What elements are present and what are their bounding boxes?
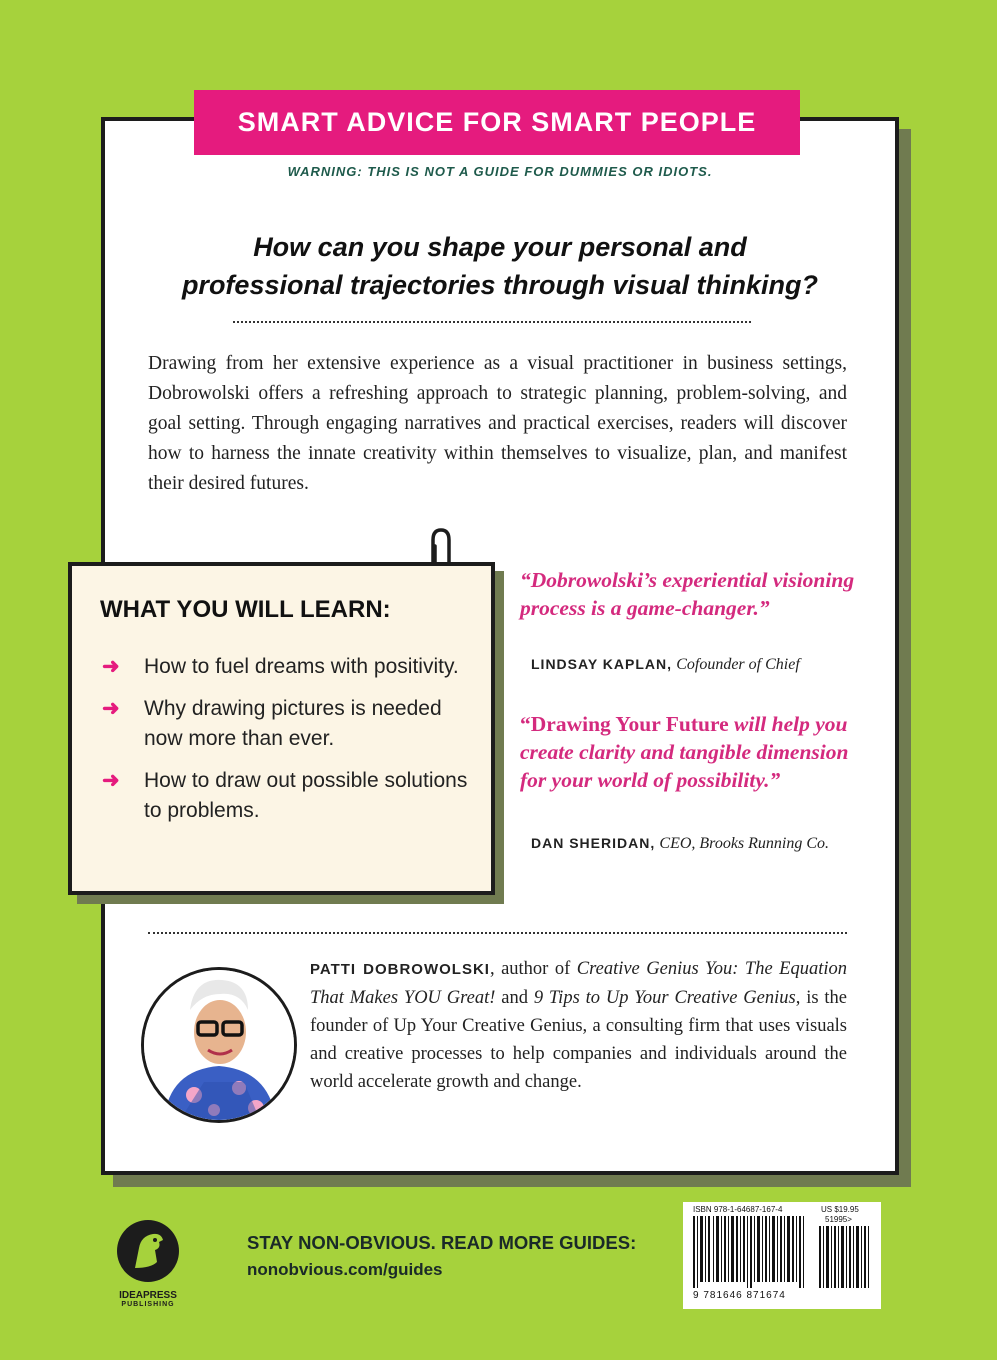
publisher-logo [115, 1218, 181, 1308]
testimonial-quote-1: “Dobrowolski’s experiential visioning process is a game-changer.” [520, 568, 855, 620]
learn-box [68, 562, 495, 895]
testimonial-attribution-1 [531, 652, 861, 677]
website-link[interactable]: nonobvious.com/guides [247, 1260, 443, 1279]
addon-text: 51995> [825, 1215, 852, 1224]
testimonial-quote-2 [520, 710, 860, 794]
dotted-divider-top [233, 321, 751, 323]
headline-question [150, 228, 850, 304]
arrow-right-icon: ➜ [102, 697, 120, 720]
testimonial-attribution-2 [531, 831, 831, 856]
learn-title: WHAT YOU WILL LEARN: [100, 596, 391, 623]
testimonial-book-title: “Drawing Your Future [520, 712, 729, 736]
headline-line-1: How can you shape your personal and [253, 232, 747, 262]
author-portrait [144, 970, 294, 1120]
isbn-barcode [683, 1202, 881, 1309]
testimonial-role-1: Cofounder of Chief [676, 656, 800, 673]
testimonial-quote-2-text: will help you create clarity and tangible dimension for your world of possibility.” [520, 712, 849, 792]
learn-list [102, 652, 472, 838]
list-item [102, 652, 472, 682]
bio-book-1: Creative Genius You: The Equation That Makes YOU Great! [310, 959, 847, 1008]
bio-text-3: , is the founder of Up Your Creative Genius, a consulting firm that uses visuals and creative processes to help companies and individuals around the world accelerate growth and change. [310, 988, 847, 1092]
bio-book-2: 9 Tips to Up Your Creative Genius [533, 988, 796, 1008]
testimonial-name-1: LINDSAY KAPLAN, [531, 656, 673, 672]
publisher-name: IDEAPRESS [119, 1290, 177, 1301]
list-item [102, 766, 472, 826]
bio-text-2: and [495, 988, 534, 1008]
arrow-right-icon: ➜ [102, 655, 120, 678]
testimonial-role-2: CEO, Brooks Running Co. [659, 835, 830, 852]
warning-text: WARNING: THIS IS NOT A GUIDE FOR DUMMIES OR IDIOTS. [287, 164, 713, 179]
bio-text-1: , author of [489, 959, 577, 979]
book-description: Drawing from her extensive experience as a visual practitioner in business settings, Dobrowolski offers a refreshing approach to strategic planning, problem-solving, and goal setting. Through engaging narratives and practical exercises, readers will discover how to harness the innate creativity within themselves to visualize, plan, and manifest their desired futures. [148, 353, 847, 494]
read-more-heading: STAY NON-OBVIOUS. READ MORE GUIDES: [247, 1232, 637, 1253]
headline-line-2: professional trajectories through visual thinking? [181, 270, 819, 300]
arrow-right-icon: ➜ [102, 769, 120, 792]
learn-item-1: How to fuel dreams with positivity. [144, 655, 459, 678]
dotted-divider-bottom [148, 932, 847, 934]
barcode-digits: 9 781646 871674 [693, 1290, 786, 1301]
author-bio [310, 955, 847, 1096]
price-text: US $19.95 [821, 1205, 859, 1214]
publisher-sub: PUBLISHING [121, 1301, 175, 1308]
banner: SMART ADVICE FOR SMART PEOPLE [194, 90, 800, 155]
author-photo [141, 967, 297, 1123]
learn-item-2: Why drawing pictures is needed now more than ever. [144, 697, 442, 750]
author-name: PATTI DOBROWOLSKI [310, 961, 490, 978]
testimonial-name-2: DAN SHERIDAN, [531, 835, 656, 851]
isbn-text: ISBN 978-1-64687-167-4 [693, 1205, 783, 1214]
list-item [102, 694, 472, 754]
horse-logo-icon [115, 1218, 181, 1284]
learn-item-3: How to draw out possible solutions to problems. [144, 769, 468, 822]
